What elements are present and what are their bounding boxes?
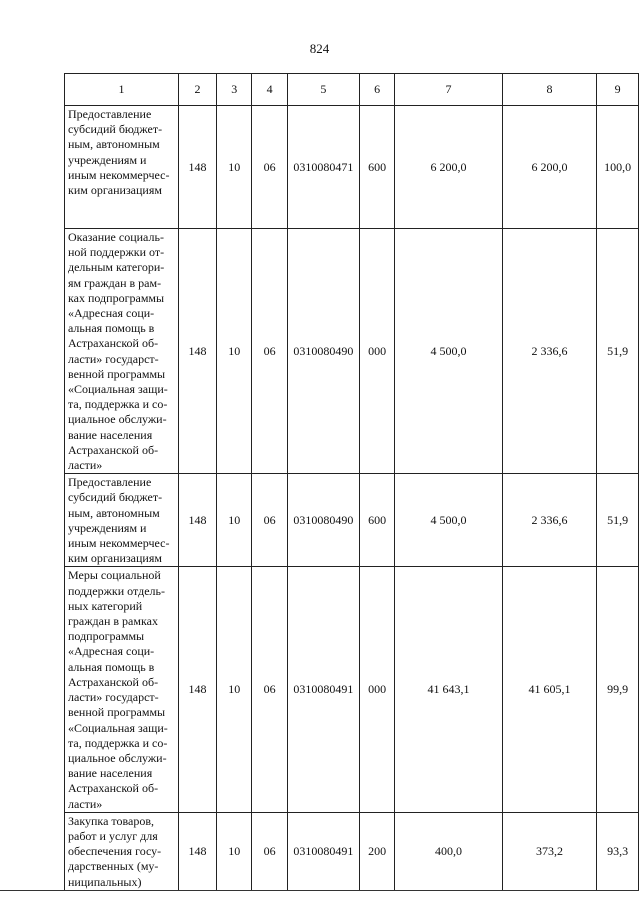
cell-target-article: 0310080491 — [287, 567, 359, 812]
cell-percent: 99,9 — [597, 567, 639, 812]
cell-subsection: 06 — [252, 567, 287, 812]
cell-percent: 51,9 — [597, 229, 639, 474]
cell-code: 148 — [179, 812, 217, 890]
header-cell: 1 — [65, 74, 179, 106]
page-bottom-divider — [0, 890, 639, 891]
cell-subsection: 06 — [252, 106, 287, 229]
cell-plan: 400,0 — [395, 812, 502, 890]
cell-target-article: 0310080471 — [287, 106, 359, 229]
row-description: Предоставление субсидий бюджет- ным, автономным учреждениям и иным некоммерчес- ким организациям — [65, 474, 179, 567]
header-cell: 7 — [395, 74, 502, 106]
cell-percent: 51,9 — [597, 474, 639, 567]
header-cell: 8 — [502, 74, 596, 106]
page-number: 824 — [309, 41, 330, 56]
row-description: Оказание социаль- ной поддержки от- дельным категори- ям граждан в рам- ках подпрограммы «Адресная соци- альная помощь в Астраханской об- ласти» государст- венной программы «Социальная защи- та, поддержка и со- циальное обслужи- вание населения Астраханской об- ласти» — [65, 229, 179, 474]
cell-plan: 41 643,1 — [395, 567, 502, 812]
header-cell: 2 — [179, 74, 217, 106]
cell-actual: 2 336,6 — [502, 474, 596, 567]
cell-plan: 4 500,0 — [395, 474, 502, 567]
cell-expense-type: 000 — [360, 567, 395, 812]
budget-table — [64, 73, 639, 891]
cell-target-article: 0310080490 — [287, 474, 359, 567]
row-description: Меры социальной поддержки отдель- ных категорий граждан в рамках подпрограммы «Адресная соци- альная помощь в Астраханской об- ласти» государст- венной программы «Социальная защи- та, поддержка и со- циальное обслужи- вание населения Астраханской об- ласти» — [65, 567, 179, 812]
cell-target-article: 0310080491 — [287, 812, 359, 890]
cell-section: 10 — [217, 567, 252, 812]
cell-section: 10 — [217, 474, 252, 567]
header-cell: 4 — [252, 74, 287, 106]
cell-actual: 41 605,1 — [502, 567, 596, 812]
row-description: Закупка товаров, работ и услуг для обеспечения госу- дарственных (му- ниципальных) — [65, 812, 179, 890]
header-row — [65, 74, 639, 106]
cell-subsection: 06 — [252, 229, 287, 474]
cell-actual: 6 200,0 — [502, 106, 596, 229]
cell-subsection: 06 — [252, 812, 287, 890]
cell-code: 148 — [179, 567, 217, 812]
header-cell: 6 — [360, 74, 395, 106]
cell-expense-type: 000 — [360, 229, 395, 474]
cell-section: 10 — [217, 812, 252, 890]
cell-section: 10 — [217, 106, 252, 229]
table-row — [65, 812, 639, 890]
header-cell: 3 — [217, 74, 252, 106]
table-row — [65, 567, 639, 812]
cell-code: 148 — [179, 474, 217, 567]
row-description: Предоставление субсидий бюджет- ным, автономным учреждениям и иным некоммерчес- ким организациям — [65, 106, 179, 229]
cell-actual: 373,2 — [502, 812, 596, 890]
table-row — [65, 106, 639, 229]
cell-actual: 2 336,6 — [502, 229, 596, 474]
cell-expense-type: 200 — [360, 812, 395, 890]
header-cell: 9 — [597, 74, 639, 106]
cell-section: 10 — [217, 229, 252, 474]
table-row — [65, 474, 639, 567]
cell-code: 148 — [179, 229, 217, 474]
cell-expense-type: 600 — [360, 474, 395, 567]
cell-expense-type: 600 — [360, 106, 395, 229]
cell-plan: 4 500,0 — [395, 229, 502, 474]
header-cell: 5 — [287, 74, 359, 106]
table-row — [65, 229, 639, 474]
cell-target-article: 0310080490 — [287, 229, 359, 474]
cell-code: 148 — [179, 106, 217, 229]
cell-percent: 93,3 — [597, 812, 639, 890]
cell-plan: 6 200,0 — [395, 106, 502, 229]
cell-subsection: 06 — [252, 474, 287, 567]
cell-percent: 100,0 — [597, 106, 639, 229]
